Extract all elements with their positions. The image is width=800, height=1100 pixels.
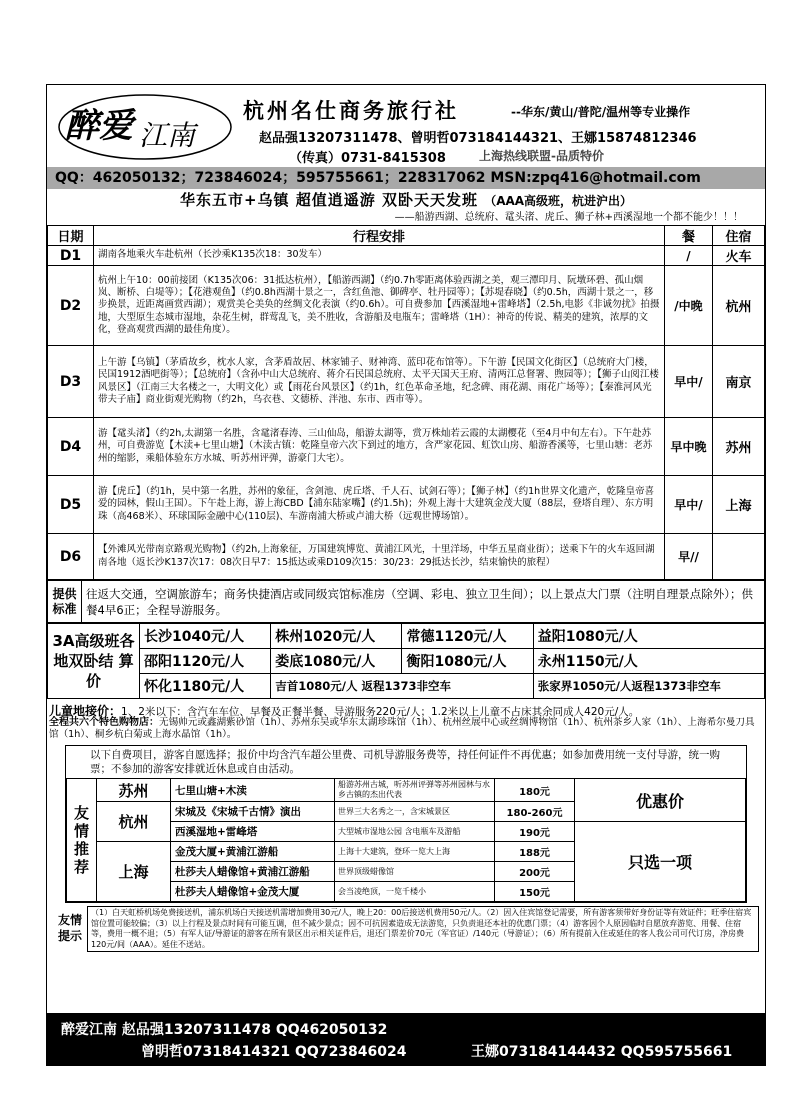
contact-phones: 赵品强13207311478、曾明哲073184144321、王娜15874812346 [259,131,697,146]
optional-item: 七里山塘+木渎 [171,779,335,802]
optional-price: 190元 [495,822,575,842]
optional-desc: 会当凌绝顶，一览千楼小 [335,882,495,902]
day-label: D4 [48,418,94,476]
day-label: D1 [48,246,94,266]
price-label: 3A高级班各地双卧结 算 价 [48,624,140,699]
day-label: D5 [48,476,94,534]
optional-item: 宋城及《宋城千古情》演出 [171,802,335,822]
itinerary-row-d6 [48,534,765,580]
itinerary-row-d1 [48,246,765,266]
optional-desc: 上海十大建筑，登环一览大上海 [335,842,495,862]
day-plan: 湖南各地乘火车赴杭州（长沙乘K135次18：30发车） [94,246,665,266]
standards-table [47,580,765,623]
day-plan: 上午游【乌镇】（茅盾故乡，枕水人家，含茅盾故居、林家铺子、财神湾、蓝印花布馆等）。下午游【民国文化街区】（总统府大门楼，民国1912酒吧街等）；【总统府】（含孙中山大总统府、蒋介石民国总统府、太平天国天王府、清两江总督署、煦园等）；【狮子山阅江楼风景区】（江南三大名楼之一，大明文化）或【雨花台风景区】（约1h，红色革命圣地，纪念碑、雨花湖、雨花广场等）；【秦淮河风光带夫子庙】商业街观光购物（约2h，乌衣巷、文德桥、泮池、东市、西市等）。 [94,346,665,418]
optional-desc: 船游苏州古城，听苏州评弹等苏州园林与水乡古镇的杰出代表 [335,779,495,802]
standards-text: 往返大交通，空调旅游车；商务快捷酒店或同级宾馆标准房（空调、彩电、独立卫生间）；以上景点大门票（注明自理景点除外）；供餐4早6正；全程导游服务。 [82,581,765,623]
price-cell: 益阳1080元/人 [533,624,764,649]
city-suzhou: 苏州 [97,779,171,802]
optional-desc: 世界三大名秀之一，含宋城景区 [335,802,495,822]
shops-label: 全程共六个特色购物店： [49,717,159,728]
itinerary-row-d4 [48,418,765,476]
price-cell: 娄底1080元/人 [271,649,402,674]
optional-desc: 世界顶级蜡像馆 [335,862,495,882]
route-title-text: 华东五市+乌镇 超值逍遥游 双卧天天发班 [179,191,478,209]
svg-text:醉爱: 醉爱 [65,106,133,146]
day-meal: 早中晚 [665,418,713,476]
optional-intro: 以下自费项目，游客自愿选择；报价中均含汽车超公里费、司机导游服务费等，持任何证件不再优惠；如参加费用统一支付导游，统一购票；不参加的游客安排就近休息或自由活动。 [90,749,720,775]
logo [53,87,233,163]
header-meal: 餐 [665,226,713,246]
day-label: D3 [48,346,94,418]
optional-item: 金茂大厦+黄浦江游船 [171,842,335,862]
day-hotel: 火车 [713,246,765,266]
shopping-stops [47,717,765,743]
fax-number: （传真）0731-8415308 [289,151,446,166]
day-hotel: 杭州 [713,266,765,346]
price-cell: 张家界1050元/人返程1373非空车 [533,674,764,699]
qq-bar: QQ：462050132；723846024；595755661；228317062 MSN:zpq416@hotmail.com [47,167,765,189]
itinerary-header-row [48,226,765,246]
optional-price: 180元 [495,779,575,802]
optional-price: 180-260元 [495,802,575,822]
optional-price: 188元 [495,842,575,862]
optional-price: 150元 [495,882,575,902]
day-label: D6 [48,534,94,580]
day-meal: 早中/ [665,346,713,418]
optional-item: 西溪湿地+雷峰塔 [171,822,335,842]
route-title [47,189,765,211]
itinerary-table [47,225,765,580]
price-cell: 怀化1180元/人 [140,674,271,699]
optional-price: 200元 [495,862,575,882]
price-cell: 永州1150元/人 [533,649,764,674]
itinerary-row-d2 [48,266,765,346]
optional-desc: 大型城市湿地公园 含电瓶车及游船 [335,822,495,842]
price-cell: 株州1020元/人 [271,624,402,649]
optional-tours [65,745,747,903]
city-shanghai: 上海 [97,842,171,902]
header [47,85,765,167]
header-date: 日期 [48,226,94,246]
price-cell: 吉首1080元/人 返程1373非空车 [271,674,533,699]
logo-graphic [53,87,233,163]
tips-text: （1）白天虹桥机场免费接送机，浦东机场白天接送机需增加费用30元/人，晚上20：00后接送机费用50元/人。（2）因入住宾馆登记需要，所有游客须带好身份证等有效证件；旺季住宿宾馆位置可能较偏；（3）以上行程及景点时间有可能互调，但不减少景点；因不可抗因素造成无法游览，只负责退还本社的优惠门票；（4）游客因个人原因临时自愿放弃游览、用餐、住宿等，费用一概不退；（5）有军人证/导游证的游客在所有景区出示相关证件后，退还门票差价70元（军官证）/140元（导游证）；（6）所有提前入住或延住的客人我公司可代订房，净房费120元/间（AAA）。延住不送站。 [87,906,759,952]
price-cell: 长沙1040元/人 [140,624,271,649]
day-hotel: 苏州 [713,418,765,476]
company-name: 杭州名仕商务旅行社 [243,98,459,123]
recommend-label: 友情推荐 [67,779,97,902]
price-cell: 邵阳1120元/人 [140,649,271,674]
city-hangzhou: 杭州 [97,802,171,842]
day-plan: 杭州上午10：00前接团（K135次06：31抵达杭州），【船游西湖】（约0.7h零距离体验西湖之美，观三潭印月、阮墩环碧、孤山烟岚、断桥、白堤等）；【花港观鱼】（约0.8h西湖十景之一，含红鱼池、御碑亭、牡丹园等）；【苏堤春晓】（约0.5h，西湖十景之一，移步换景，近距离画赏西湖）；观赏美仑美奂的丝绸文化表演（约0.6h）。可自费参加【西溪湿地+雷峰塔】（2.5h,电影《非诚勿扰》拍摄地，大型原生态城市湿地，杂花生树，群莺乱飞，美不胜收，含游船及电瓶车；雷峰塔（1H）：神奇的传说、精美的建筑，浓厚的文化，登高观赏西湖的最佳角度）。 [94,266,665,346]
day-meal: 早// [665,534,713,580]
itinerary-row-d5 [48,476,765,534]
optional-item: 杜莎夫人蜡像馆+金茂大厦 [171,882,335,902]
footer-contact-1: 醉爱江南 赵品强13207311478 QQ462050132 [61,1022,388,1038]
day-plan: 【外滩风光带南京路观光购物】（约2h,上海象征，万国建筑博览、黄浦江风光，十里洋场，中华五星商业街）；送乘下午的火车返回湖南各地（返长沙K137次17：08次日早7：15抵达或乘D109次15：30/23：29抵达长沙，结束愉快的旅程） [94,534,665,580]
day-plan: 游【虎丘】（约1h，吴中第一名胜，苏州的象征，含剑池、虎丘塔、千人石、试剑石等）；【狮子林】（约1h世界文化遗产，乾隆皇帝喜爱的园林，假山王国）。下午赴上海，游上海CBD【浦东陆家嘴】(约1.5h)；外观上海十大建筑金茂大厦（88层，登塔自理）、东方明珠（高468米）、环球国际金融中心(110层)、车游南浦大桥或卢浦大桥（远观世博场馆）。 [94,476,665,534]
day-hotel: 上海 [713,476,765,534]
optional-item: 杜莎夫人蜡像馆+黄浦江游船 [171,862,335,882]
price-cell: 衡阳1080元/人 [402,649,533,674]
footer-contact-3: 王娜073184144432 QQ595755661 [471,1044,733,1060]
route-subtitle: ——船游西湖、总统府、鼋头渚、虎丘、狮子林+西溪湿地一个都不能少！！！ [394,212,743,223]
route-badge: （AAA高级班，杭进沪出） [484,194,633,208]
footer-contact-2: 曾明哲07318414321 QQ723846024 [141,1044,407,1060]
shops-text: 无锡帅元或鑫湖紫砂馆（1h）、苏州东吴或华东太湖珍珠馆（1h）、杭州丝展中心或丝绸博物馆（1h）、杭州茶乡人家（1h）、上海希尔曼刀具馆（1h）、桐乡杭白菊或上海水晶馆（1h）。 [49,717,755,740]
day-hotel: 南京 [713,346,765,418]
header-hotel: 住宿 [713,226,765,246]
tips-label: 友情提示 [57,913,82,943]
day-hotel [713,534,765,580]
footer [47,1013,765,1065]
day-plan: 游【鼋头渚】（约2h,太湖第一名胜，含鼋渚春涛、三山仙岛，船游太湖等，赏万株灿若云霞的太湖樱花（至4月中旬左右）。下午赴苏州，可自费游览【木渎+七里山塘】（木渎古镇：乾隆皇帝六次下到过的地方，含严家花园、虹饮山房、船游香溪等，七里山塘：老苏州的缩影，乘船体验东方水城、听苏州评弹，游豪门大宅）。 [94,418,665,476]
header-plan: 行程安排 [94,226,665,246]
optional-table [66,778,746,902]
pick-one-label: 只选一项 [575,822,746,902]
itinerary-row-d3 [48,346,765,418]
price-table [47,623,765,699]
child-price [47,699,765,717]
standards-label: 提供标准 [48,581,82,623]
child-price-label: 儿童地接价： [49,704,122,718]
company-tagline: --华东/黄山/普陀/温州等专业操作 [511,105,691,119]
hotline-label: 上海热线联盟-品质特价 [479,149,604,163]
flyer [46,84,766,1066]
promo-label: 优惠价 [575,779,746,822]
day-meal: 早中/ [665,476,713,534]
day-label: D2 [48,266,94,346]
svg-text:江南: 江南 [139,119,196,152]
child-price-text: 1、2米以下：含汽车车位、早餐及正餐半餐、导游服务220元/人；1.2米以上儿童不占床其余同成人420元/人。 [121,706,640,718]
tips-section [53,905,759,952]
price-cell: 常德1120元/人 [402,624,533,649]
day-meal: /中晚 [665,266,713,346]
day-meal: / [665,246,713,266]
